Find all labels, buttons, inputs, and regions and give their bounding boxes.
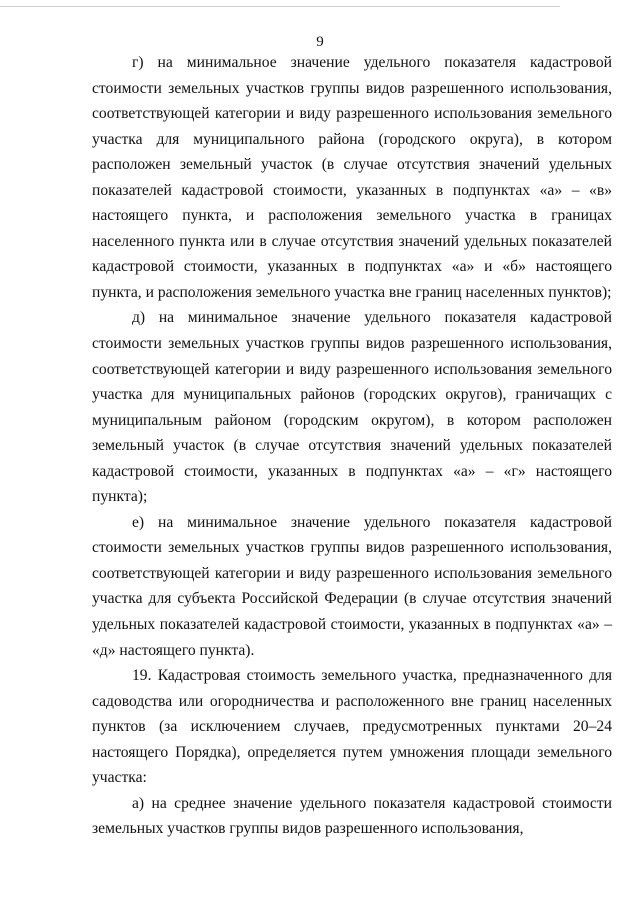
paragraph-subitem-d: д) на минимальное значение удельного показателя кадастровой стоимости земельных участков группы видов разрешенного использования, соответствующей категории и виду разрешенного использования земельного участка для муниципальных районов (городских округов), граничащих с муниципальным районом (городским округом), в котором расположен земельный участок (в случае отсутствия значений удельных показателей кадастровой стоимости, указанных в подпунктах «а» – «г» настоящего пункта); <box>92 309 612 506</box>
paragraph-subitem-g: г) на минимальное значение удельного показателя кадастровой стоимости земельных участков группы видов разрешенного использования, соответствующей категории и виду разрешенного использования земельного участка для муниципального района (городского округа), в котором расположен земельный участок (в случае отсутствия значений удельных показателей кадастровой стоимости, указанных в подпунктах «а» – «в» настоящего пункта, и расположения земельного участка в границах населенного пункта или в случае отсутствия значений удельных показателей кадастровой стоимости, указанных в подпунктах «а» и «б» настоящего пункта, и расположения земельного участка вне границ населенных пунктов); <box>92 54 612 301</box>
paragraph-item-19: 19. Кадастровая стоимость земельного участка, предназначенного для садоводства или огородничества и расположенного вне границ населенных пунктов (за исключением случаев, предусмотренных пунктами 20–24 настоящего Порядка), определяется путем умножения площади земельного участка: <box>92 667 612 787</box>
scan-edge-line <box>0 6 560 7</box>
paragraph-subitem-a: а) на среднее значение удельного показателя кадастровой стоимости земельных участков группы видов разрешенного использования, <box>92 794 612 838</box>
document-body <box>92 50 612 842</box>
paragraph-subitem-e: е) на минимальное значение удельного показателя кадастровой стоимости земельных участков группы видов разрешенного использования, соответствующей категории и виду разрешенного использования земельного участка для субъекта Российской Федерации (в случае отсутствия значений удельных показателей кадастровой стоимости, указанных в подпунктах «а» – «д» настоящего пункта). <box>92 513 612 659</box>
page-number: 9 <box>316 34 324 50</box>
